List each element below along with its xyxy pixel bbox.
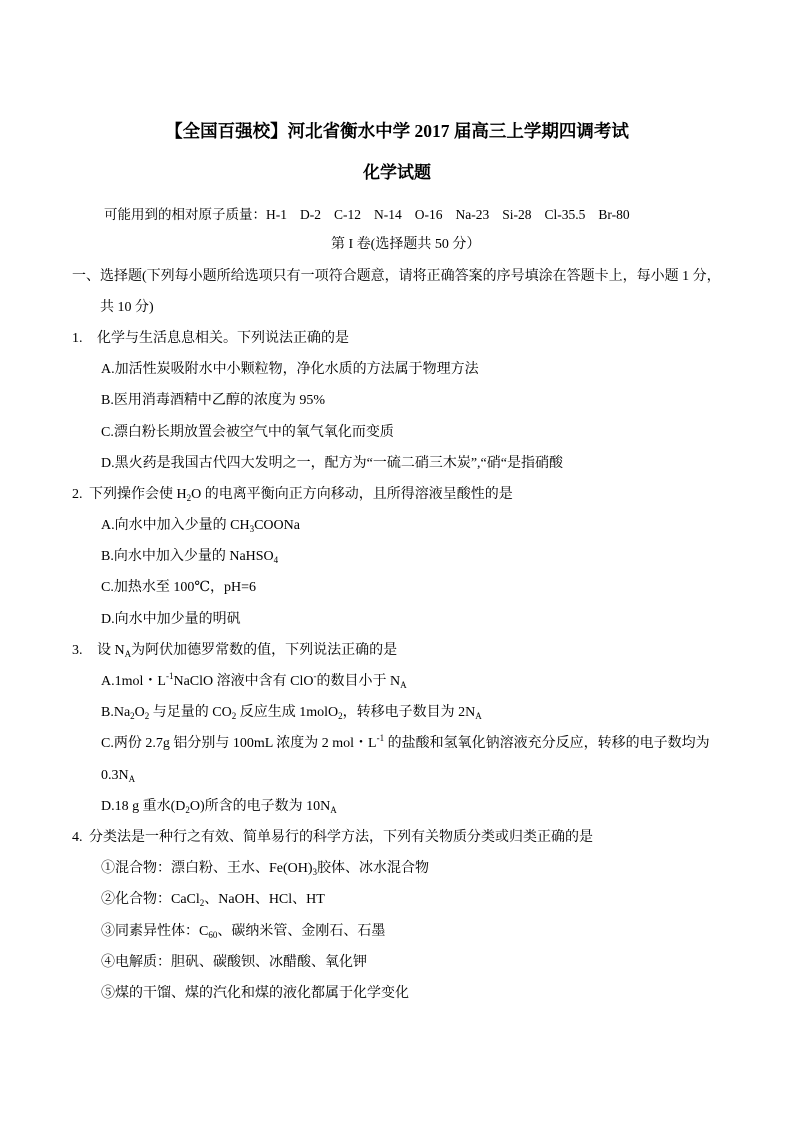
option-text: 胶体、冰水混合物 [317, 861, 430, 877]
stem-text: 下列操作会使 H [89, 486, 187, 502]
option-text: O)所含的电子数为 10N [189, 798, 331, 814]
option-text: 0.3N [101, 767, 129, 783]
section-heading-continuation: 共 10 分) [100, 299, 154, 315]
stem-text: 为阿伏加德罗常数的值，下列说法正确的是 [131, 642, 398, 658]
atomic-mass-label: 可能用到的相对原子质量： [104, 206, 266, 222]
option-b [72, 385, 772, 416]
atomic-mass-line [104, 199, 643, 230]
superscript: - [313, 671, 317, 682]
subscript: A [400, 680, 407, 691]
atomic-mass-item: Na-23 [455, 206, 490, 222]
statement-4 [72, 947, 772, 978]
subscript: 2 [130, 711, 135, 722]
option-text: O [134, 705, 145, 721]
stem-text: O 的电离平衡向正方向移动，且所得溶液呈酸性的是 [191, 486, 513, 502]
statement-5 [72, 978, 772, 1009]
superscript: -1 [165, 671, 174, 682]
question-number: 4. [72, 829, 83, 845]
option-c [72, 572, 772, 603]
atomic-mass-item: N-14 [374, 206, 402, 222]
option-text: ②化合物：CaCl [101, 892, 200, 908]
subscript: 3 [312, 867, 318, 878]
subscript: A [330, 804, 337, 815]
option-text: C.漂白粉长期放置会被空气中的氧气氧化而变质 [101, 424, 394, 440]
option-c-continuation [72, 760, 772, 791]
option-text: ③同素异性体：C [101, 923, 209, 939]
question-stem [72, 479, 772, 510]
subscript: A [128, 773, 136, 784]
option-text: A.加活性炭吸附水中小颗粒物，净化水质的方法属于物理方法 [101, 362, 479, 378]
part-title: 第 I 卷(选择题共 50 分） [331, 237, 481, 253]
option-text: C.两份 2.7g 铝分别与 100mL 浓度为 2 mol・L [101, 736, 377, 752]
subscript: 2 [231, 711, 237, 722]
option-text: 的数目小于 N [316, 674, 401, 690]
option-text: ④电解质：胆矾、碳酸钡、冰醋酸、氧化钾 [101, 954, 367, 970]
option-text: D.黑火药是我国古代四大发明之一，配方为“一硫二硝三木炭”,“硝“是指硝酸 [101, 455, 563, 471]
subscript: A [124, 648, 132, 659]
option-a [72, 354, 772, 385]
option-b [72, 541, 772, 572]
option-a [72, 666, 772, 697]
question-number: 3. [72, 642, 83, 658]
option-d [72, 791, 772, 822]
option-c [72, 728, 772, 759]
question-number: 2. [72, 486, 83, 502]
option-d [72, 604, 772, 635]
option-text: 、NaOH、HCl、HT [204, 892, 325, 908]
option-text: D.18 g 重水(D [101, 798, 186, 814]
option-text: NaClO 溶液中含有 ClO [173, 674, 314, 690]
question-number: 1. [72, 330, 83, 346]
stem-text: 分类法是一种行之有效、简单易行的科学方法，下列有关物质分类或归类正确的是 [89, 829, 593, 845]
statement-1 [72, 853, 772, 884]
question-2 [72, 479, 772, 635]
subscript: 2 [199, 898, 205, 909]
question-stem [72, 635, 772, 666]
statement-2 [72, 884, 772, 915]
subscript: A [475, 711, 482, 722]
option-text: A.1mol・L [101, 674, 166, 690]
option-text: ⑤煤的干馏、煤的汽化和煤的液化都属于化学变化 [101, 985, 409, 1001]
subscript: 4 [273, 555, 279, 566]
subscript: 60 [208, 929, 218, 940]
question-stem [72, 822, 772, 853]
option-text: 与足量的 CO [149, 705, 232, 721]
option-text: B.向水中加入少量的 NaHSO [101, 549, 274, 565]
atomic-mass-item: Si-28 [502, 206, 532, 222]
subscript: 2 [144, 711, 150, 722]
option-text: D.向水中加少量的明矾 [101, 611, 241, 627]
exam-title: 【全国百强校】河北省衡水中学 2017 届高三上学期四调考试 [165, 121, 629, 141]
stem-text: 化学与生活息息相关。下列说法正确的是 [97, 330, 349, 346]
option-text: ，转移电子数目为 2N [342, 705, 476, 721]
question-3 [72, 635, 772, 822]
option-text: 反应生成 1molO [236, 705, 339, 721]
stem-text: 设 N [97, 642, 125, 658]
atomic-mass-item: H-1 [266, 206, 287, 222]
option-a [72, 510, 772, 541]
option-d [72, 448, 772, 479]
section-heading: 一、选择题(下列每小题所给选项只有一项符合题意，请将正确答案的序号填涂在答题卡上，每小题 1 分， [72, 268, 721, 284]
atomic-mass-item: C-12 [334, 206, 361, 222]
option-text: B.医用消毒酒精中乙醇的浓度为 95% [101, 393, 325, 409]
atomic-mass-item: O-16 [414, 206, 443, 222]
atomic-mass-item: D-2 [300, 206, 321, 222]
subscript: 2 [338, 711, 343, 722]
question-4 [72, 822, 772, 1009]
subscript: 2 [185, 804, 190, 815]
option-c [72, 417, 772, 448]
option-text: A.向水中加入少量的 CH [101, 518, 250, 534]
option-b [72, 697, 772, 728]
option-text: C.加热水至 100℃，pH=6 [101, 580, 257, 596]
option-text: 的盐酸和氢氧化钠溶液充分反应，转移的电子数均为 [384, 736, 710, 752]
statement-3 [72, 916, 772, 947]
option-text: COONa [254, 518, 300, 534]
question-1 [72, 323, 772, 479]
atomic-mass-item: Br-80 [598, 206, 630, 222]
subscript: 3 [249, 524, 255, 535]
question-stem [72, 323, 772, 354]
subscript: 2 [186, 492, 192, 503]
exam-body [72, 229, 772, 1009]
option-text: B.Na [101, 705, 131, 721]
atomic-mass-item: Cl-35.5 [544, 206, 586, 222]
superscript: -1 [376, 733, 385, 744]
option-text: 、碳纳米管、金刚石、石墨 [217, 923, 386, 939]
option-text: ①混合物：漂白粉、王水、Fe(OH) [101, 861, 313, 877]
exam-subtitle: 化学试题 [363, 163, 431, 182]
